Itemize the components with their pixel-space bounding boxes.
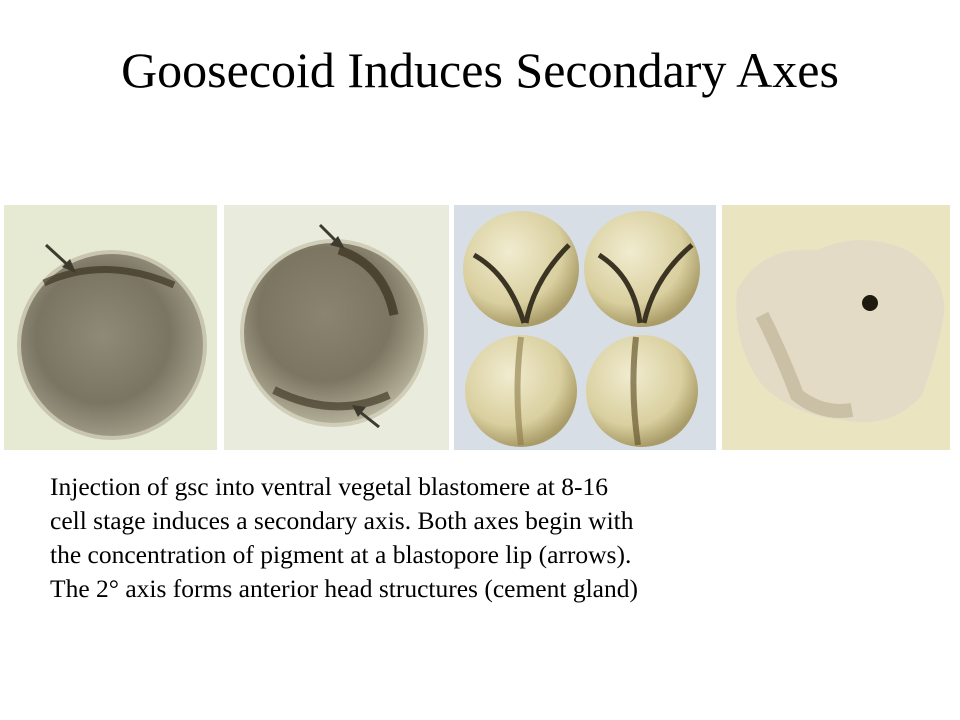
figure-strip bbox=[4, 205, 950, 450]
caption-line-2: cell stage induces a secondary axis. Both axes begin with bbox=[50, 506, 634, 535]
caption-line-3: the concentration of pigment at a blastopore lip (arrows). bbox=[50, 540, 632, 569]
slide-title: Goosecoid Induces Secondary Axes bbox=[121, 42, 839, 98]
embryo-panel-2 bbox=[224, 205, 449, 450]
embryo-panel-3 bbox=[454, 205, 716, 450]
caption-line-1: Injection of gsc into ventral vegetal blastomere at 8-16 bbox=[50, 472, 608, 501]
caption bbox=[50, 470, 930, 606]
caption-line-4: The 2° axis forms anterior head structures (cement gland) bbox=[50, 574, 638, 603]
embryo-panel-4 bbox=[722, 205, 950, 450]
embryo-panel-1 bbox=[4, 205, 217, 450]
